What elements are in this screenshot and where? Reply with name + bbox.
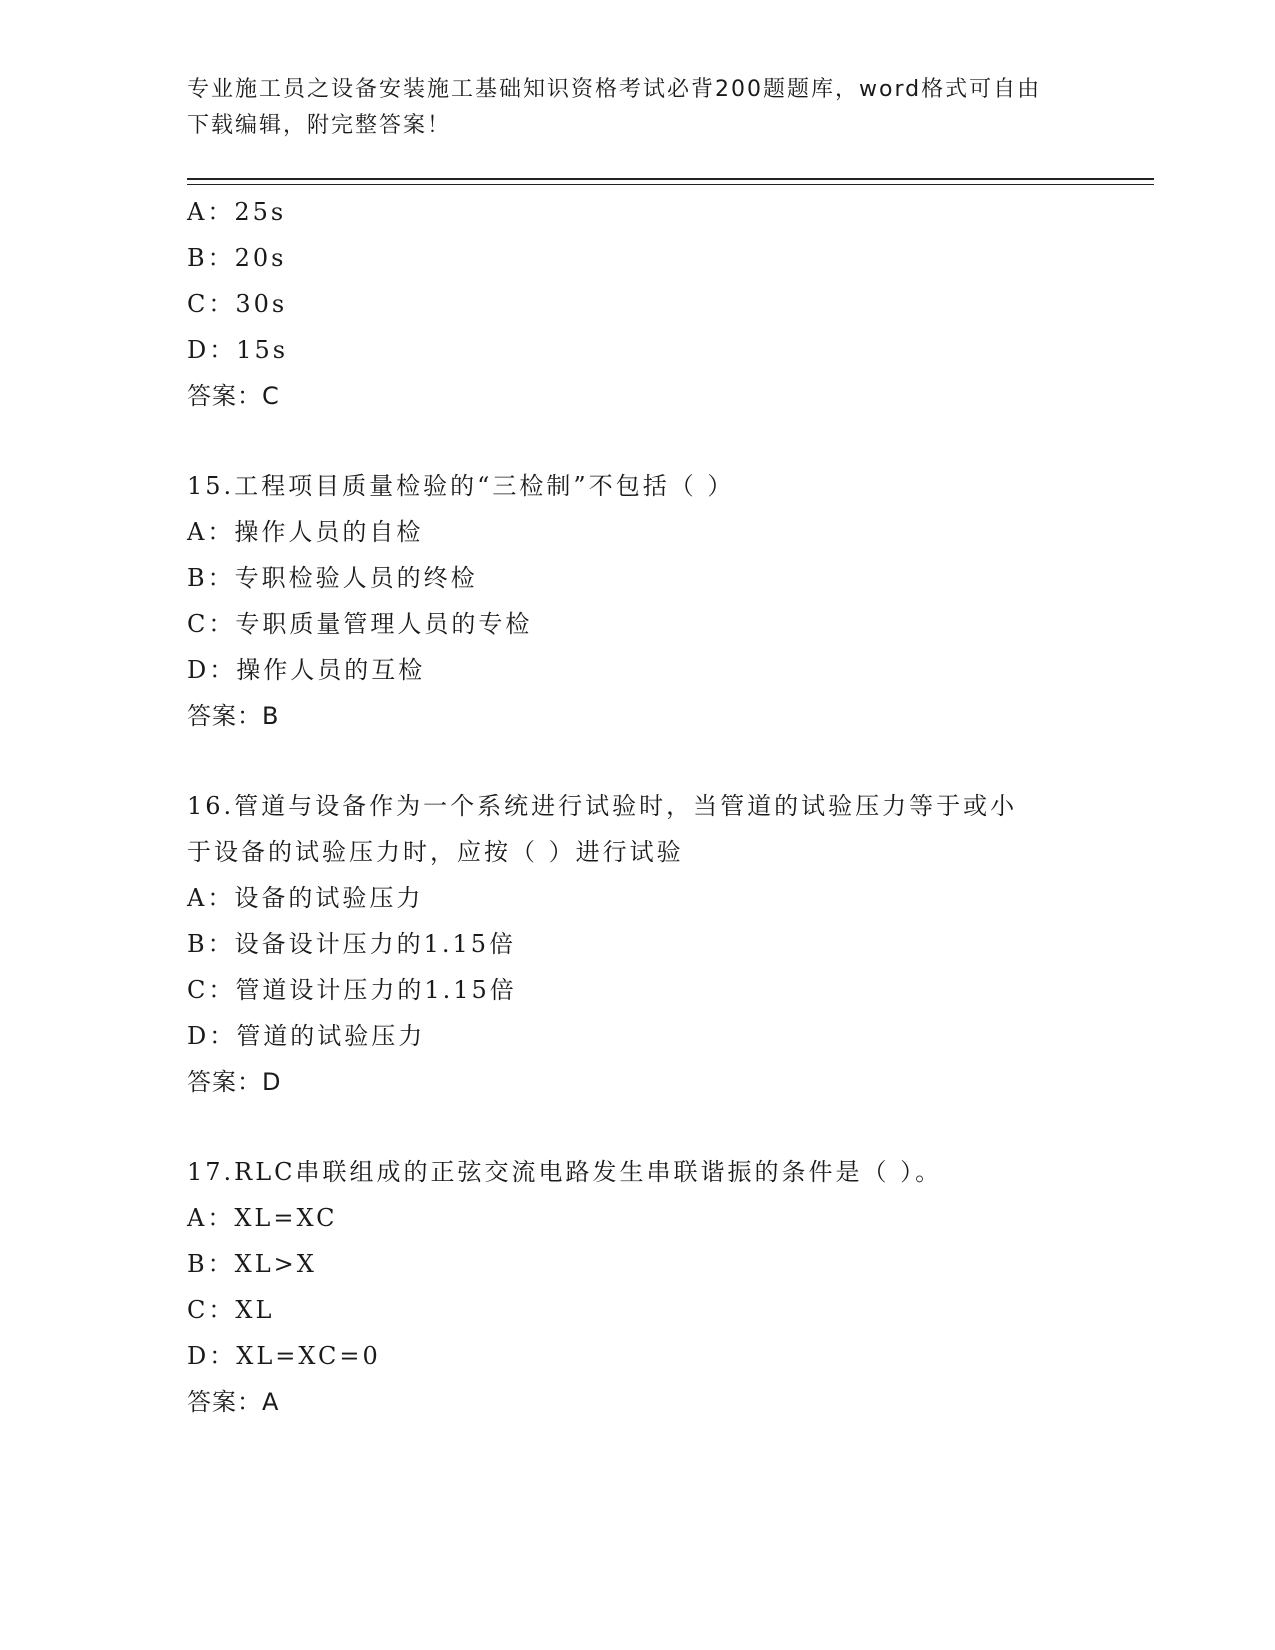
question-15 <box>187 463 1087 739</box>
option-b: B：设备设计压力的1.15倍 <box>187 930 517 958</box>
question-17 <box>187 1149 1087 1425</box>
header-title-line-2: 下载编辑，附完整答案！ <box>187 113 452 138</box>
question-stem-line-2: 于设备的试验压力时，应按（ ）进行试验 <box>187 838 684 866</box>
question-stem: 17.RLC串联组成的正弦交流电路发生串联谐振的条件是（ ）。 <box>187 1158 943 1186</box>
header-divider-thick <box>187 178 1154 180</box>
question-spacer <box>187 419 1087 463</box>
option-a: A：25s <box>187 198 287 226</box>
answer-line: 答案：C <box>187 382 280 410</box>
option-a: A：XL=XC <box>187 1204 338 1232</box>
option-b: B：20s <box>187 244 287 272</box>
option-a: A：设备的试验压力 <box>187 884 424 912</box>
answer-line: 答案：A <box>187 1388 280 1416</box>
option-c: C：管道设计压力的1.15倍 <box>187 976 517 1004</box>
option-d: D：操作人员的互检 <box>187 656 426 684</box>
question-stem: 15.工程项目质量检验的“三检制”不包括（ ） <box>187 472 735 500</box>
option-c: C：XL <box>187 1296 275 1324</box>
option-c: C：30s <box>187 290 288 318</box>
question-stem-line-1: 16.管道与设备作为一个系统进行试验时，当管道的试验压力等于或小 <box>187 792 1018 820</box>
question-14 <box>187 189 1087 419</box>
option-d: D：XL=XC=0 <box>187 1342 381 1370</box>
option-c: C：专职质量管理人员的专检 <box>187 610 533 638</box>
option-b: B：专职检验人员的终检 <box>187 564 478 592</box>
option-b: B：XL>X <box>187 1250 317 1278</box>
header-divider-thin <box>187 184 1154 185</box>
option-d: D：15s <box>187 336 289 364</box>
question-list <box>187 189 1087 1425</box>
question-spacer <box>187 739 1087 783</box>
answer-line: 答案：B <box>187 702 280 730</box>
document-header <box>187 72 1087 144</box>
header-title-line-1: 专业施工员之设备安装施工基础知识资格考试必背200题题库，word格式可自由 <box>187 77 1042 102</box>
option-d: D：管道的试验压力 <box>187 1022 426 1050</box>
answer-line: 答案：D <box>187 1068 282 1096</box>
question-16 <box>187 783 1087 1105</box>
option-a: A：操作人员的自检 <box>187 518 424 546</box>
question-spacer <box>187 1105 1087 1149</box>
